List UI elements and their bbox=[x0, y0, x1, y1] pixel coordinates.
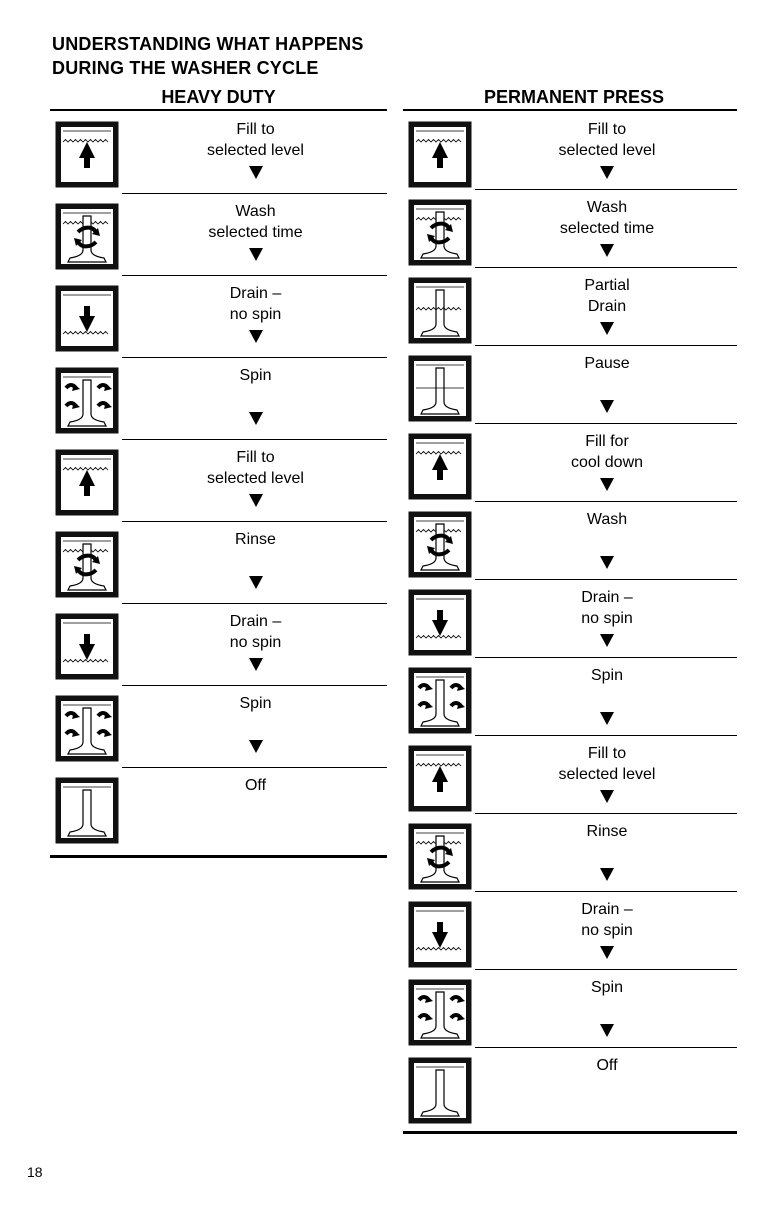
step-row bbox=[403, 969, 737, 1047]
step-label bbox=[477, 665, 737, 686]
step-row bbox=[403, 813, 737, 891]
step-label-line-2: no spin bbox=[581, 922, 633, 939]
step-divider bbox=[475, 891, 737, 892]
step-label-line-2: selected level bbox=[207, 142, 304, 159]
step-label-line-1: Spin bbox=[239, 367, 272, 384]
next-step-arrow-icon bbox=[477, 1024, 737, 1042]
next-step-arrow-icon bbox=[477, 478, 737, 496]
step-label-line-1: Drain – bbox=[229, 613, 282, 630]
next-step-arrow-icon bbox=[124, 166, 387, 184]
step-label bbox=[477, 899, 737, 941]
step-divider bbox=[122, 603, 387, 604]
step-row bbox=[50, 193, 387, 275]
step-label-line-2: selected level bbox=[558, 142, 656, 159]
step-label-line-1: Spin bbox=[590, 979, 624, 996]
heavy-duty-bottom-rule bbox=[50, 855, 387, 858]
step-label-line-2: selected level bbox=[207, 470, 304, 487]
next-step-arrow-icon bbox=[124, 658, 387, 676]
next-step-arrow-icon bbox=[477, 166, 737, 184]
step-row bbox=[50, 357, 387, 439]
next-step-arrow-icon bbox=[477, 556, 737, 574]
step-label-line-1: Fill to bbox=[236, 449, 275, 466]
next-step-arrow-icon bbox=[477, 790, 737, 808]
step-label-line-1: Drain – bbox=[229, 285, 282, 302]
next-step-arrow-icon bbox=[124, 494, 387, 512]
next-step-arrow-icon bbox=[124, 330, 387, 348]
step-row bbox=[403, 267, 737, 345]
step-divider bbox=[122, 193, 387, 194]
fill-icon bbox=[407, 744, 473, 813]
next-step-arrow-icon bbox=[477, 868, 737, 886]
spin-icon bbox=[407, 666, 473, 735]
drain-icon bbox=[54, 612, 120, 681]
step-row bbox=[403, 501, 737, 579]
step-label-line-2: no spin bbox=[581, 610, 633, 627]
fill-icon bbox=[54, 120, 120, 189]
heavy-duty-heading: HEAVY DUTY bbox=[50, 86, 387, 111]
step-divider bbox=[122, 357, 387, 358]
step-row bbox=[50, 439, 387, 521]
permanent-press-heading: PERMANENT PRESS bbox=[403, 86, 737, 111]
step-label bbox=[477, 197, 737, 239]
next-step-arrow-icon bbox=[124, 248, 387, 266]
step-label-line-2: selected time bbox=[559, 220, 655, 237]
step-divider bbox=[475, 267, 737, 268]
step-divider bbox=[475, 969, 737, 970]
wash-icon bbox=[407, 198, 473, 267]
step-label-line-1: Wash bbox=[586, 199, 628, 216]
step-label bbox=[124, 447, 387, 489]
step-label bbox=[477, 1055, 737, 1076]
step-row bbox=[403, 111, 737, 189]
step-label bbox=[124, 529, 387, 550]
drain-icon bbox=[407, 588, 473, 657]
step-label-line-2: no spin bbox=[229, 634, 282, 651]
step-label bbox=[477, 977, 737, 998]
partial-icon bbox=[407, 276, 473, 345]
fill-icon bbox=[54, 448, 120, 517]
step-label bbox=[124, 611, 387, 653]
step-row bbox=[50, 685, 387, 767]
step-row bbox=[50, 275, 387, 357]
step-label-line-1: Drain – bbox=[581, 589, 633, 606]
wash-icon bbox=[407, 822, 473, 891]
pause-icon bbox=[407, 354, 473, 423]
step-divider bbox=[122, 685, 387, 686]
off-icon bbox=[54, 776, 120, 845]
step-label bbox=[477, 509, 737, 530]
next-step-arrow-icon bbox=[124, 740, 387, 758]
fill-icon bbox=[407, 432, 473, 501]
step-label-line-1: Spin bbox=[239, 695, 272, 712]
step-row bbox=[403, 345, 737, 423]
step-divider bbox=[475, 1047, 737, 1048]
step-row bbox=[403, 579, 737, 657]
step-label-line-1: Fill to bbox=[587, 121, 627, 138]
step-row bbox=[50, 521, 387, 603]
page-number: 18 bbox=[27, 1164, 43, 1180]
next-step-arrow-icon bbox=[477, 322, 737, 340]
step-divider bbox=[122, 439, 387, 440]
step-label-line-2: Drain bbox=[587, 298, 627, 315]
step-label-line-1: Wash bbox=[586, 511, 628, 528]
wash-icon bbox=[54, 202, 120, 271]
drain-icon bbox=[54, 284, 120, 353]
step-divider bbox=[475, 735, 737, 736]
step-label-line-1: Rinse bbox=[235, 531, 276, 548]
step-label bbox=[477, 431, 737, 473]
step-row bbox=[403, 891, 737, 969]
step-label-line-1: Spin bbox=[590, 667, 624, 684]
step-row bbox=[403, 657, 737, 735]
step-label bbox=[124, 775, 387, 796]
wash-icon bbox=[54, 530, 120, 599]
step-label bbox=[124, 119, 387, 161]
spin-icon bbox=[54, 694, 120, 763]
step-label-line-1: Drain – bbox=[581, 901, 633, 918]
step-divider bbox=[475, 813, 737, 814]
page-title bbox=[52, 32, 364, 80]
heavy-duty-steps bbox=[50, 111, 387, 855]
off-icon bbox=[407, 1056, 473, 1125]
step-divider bbox=[475, 189, 737, 190]
step-label-line-1: Pause bbox=[584, 355, 630, 372]
step-row bbox=[403, 735, 737, 813]
step-row bbox=[403, 423, 737, 501]
step-label bbox=[124, 201, 387, 243]
step-label bbox=[477, 821, 737, 842]
permanent-press-bottom-rule bbox=[403, 1131, 737, 1134]
step-divider bbox=[122, 767, 387, 768]
permanent-press-column bbox=[403, 86, 737, 1134]
next-step-arrow-icon bbox=[477, 400, 737, 418]
step-label-line-1: Partial bbox=[584, 277, 630, 294]
heavy-duty-column bbox=[50, 86, 387, 858]
next-step-arrow-icon bbox=[477, 712, 737, 730]
page-title-line-2: DURING THE WASHER CYCLE bbox=[52, 58, 319, 78]
step-row bbox=[403, 1047, 737, 1125]
fill-icon bbox=[407, 120, 473, 189]
next-step-arrow-icon bbox=[124, 412, 387, 430]
step-label bbox=[477, 743, 737, 785]
step-divider bbox=[122, 275, 387, 276]
step-label-line-1: Rinse bbox=[586, 823, 628, 840]
step-label bbox=[477, 587, 737, 629]
step-divider bbox=[475, 345, 737, 346]
next-step-arrow-icon bbox=[124, 576, 387, 594]
step-label-line-2: selected level bbox=[558, 766, 656, 783]
permanent-press-steps bbox=[403, 111, 737, 1131]
step-divider bbox=[475, 579, 737, 580]
wash-icon bbox=[407, 510, 473, 579]
step-label-line-1: Fill to bbox=[587, 745, 627, 762]
step-divider bbox=[475, 423, 737, 424]
spin-icon bbox=[54, 366, 120, 435]
step-row bbox=[50, 111, 387, 193]
step-label bbox=[124, 365, 387, 386]
step-label bbox=[124, 283, 387, 325]
step-label-line-2: no spin bbox=[229, 306, 282, 323]
step-label-line-2: selected time bbox=[208, 224, 303, 241]
step-label-line-1: Wash bbox=[235, 203, 276, 220]
next-step-arrow-icon bbox=[477, 946, 737, 964]
step-label bbox=[477, 353, 737, 374]
page-title-line-1: UNDERSTANDING WHAT HAPPENS bbox=[52, 34, 364, 54]
step-label bbox=[477, 275, 737, 317]
step-divider bbox=[475, 501, 737, 502]
step-label-line-1: Fill to bbox=[236, 121, 275, 138]
drain-icon bbox=[407, 900, 473, 969]
step-label bbox=[477, 119, 737, 161]
step-label-line-1: Off bbox=[596, 1057, 618, 1074]
step-label-line-2: cool down bbox=[570, 454, 644, 471]
step-divider bbox=[122, 521, 387, 522]
next-step-arrow-icon bbox=[477, 634, 737, 652]
step-row bbox=[403, 189, 737, 267]
next-step-arrow-icon bbox=[477, 244, 737, 262]
spin-icon bbox=[407, 978, 473, 1047]
step-label-line-1: Off bbox=[244, 777, 267, 794]
step-divider bbox=[475, 657, 737, 658]
step-row bbox=[50, 767, 387, 849]
step-label bbox=[124, 693, 387, 714]
step-label-line-1: Fill for bbox=[585, 433, 629, 450]
step-row bbox=[50, 603, 387, 685]
